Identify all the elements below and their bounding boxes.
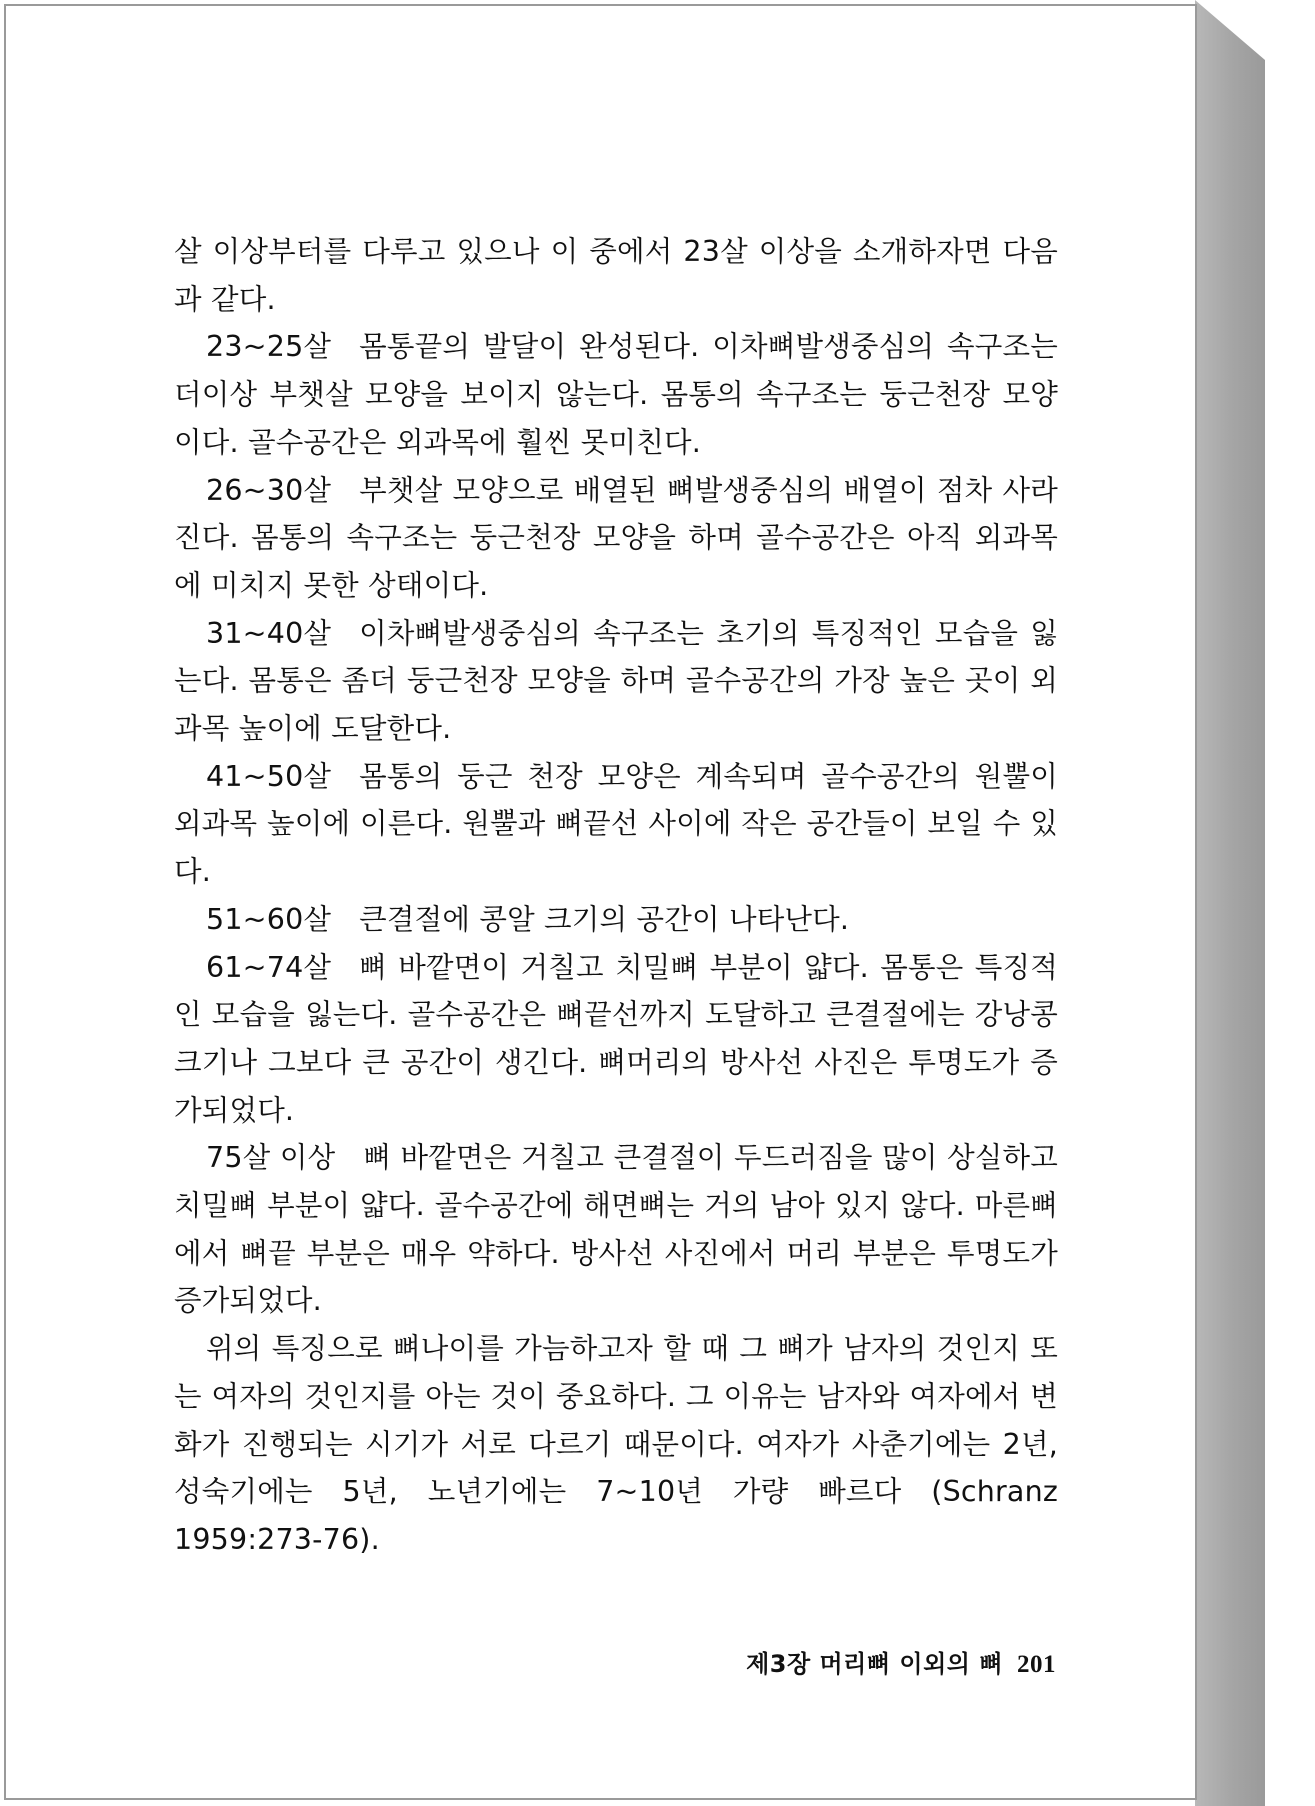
entry-paragraph xyxy=(174,467,1058,610)
entry-text: 몸통의 둥근 천장 모양은 계속되며 골수공간의 원뿔이 외과목 높이에 이른다. 원뿔과 뼈끝선 사이에 작은 공간들이 보일 수 있다. xyxy=(174,759,1058,889)
entry-text: 부챗살 모양으로 배열된 뼈발생중심의 배열이 점차 사라진다. 몸통의 속구조는 둥근천장 모양을 하며 골수공간은 아직 외과목에 미치지 못한 상태이다. xyxy=(174,473,1058,602)
entry-paragraph xyxy=(174,896,1058,944)
entry-paragraph xyxy=(174,753,1058,896)
page-footer xyxy=(696,1644,1056,1679)
intro-paragraph: 살 이상부터를 다루고 있으나 이 중에서 23살 이상을 소개하자면 다음과 같다. xyxy=(174,235,1058,316)
entry-text: 뼈 바깥면은 거칠고 큰결절이 두드러짐을 많이 상실하고 치밀뼈 부분이 얇다. 골수공간에 해면뼈는 거의 남아 있지 않다. 마른뼈에서 뼈끝 부분은 매우 약하다. 방사선 사진에서 머리 부분은 투명도가 증가되었다. xyxy=(174,1141,1059,1318)
age-range-label: 23~25살 xyxy=(206,330,332,364)
chapter-title: 제3장 머리뼈 이외의 뼈 xyxy=(746,1650,1003,1678)
age-range-label: 31~40살 xyxy=(206,616,332,650)
entry-text: 큰결절에 콩알 크기의 공간이 나타난다. xyxy=(359,902,850,936)
entry-text: 뼈 바깥면이 거칠고 치밀뼈 부분이 얇다. 몸통은 특징적인 모습을 잃는다. 골수공간은 뼈끝선까지 도달하고 큰결절에는 강낭콩 크기나 그보다 큰 공간이 생긴다. 뼈머리의 방사선 사진은 투명도가 증가되었다. xyxy=(174,950,1058,1127)
entry-text: 몸통끝의 발달이 완성된다. 이차뼈발생중심의 속구조는 더이상 부챗살 모양을 보이지 않는다. 몸통의 속구조는 둥근천장 모양이다. 골수공간은 외과목에 훨씬 못미친다. xyxy=(174,330,1058,459)
entry-text: 이차뼈발생중심의 속구조는 초기의 특징적인 모습을 잃는다. 몸통은 좀더 둥근천장 모양을 하며 골수공간의 가장 높은 곳이 외과목 높이에 도달한다. xyxy=(174,616,1058,746)
entry-paragraph xyxy=(174,944,1058,1135)
page-number: 201 xyxy=(1017,1651,1056,1678)
age-range-label: 61~74살 xyxy=(206,950,332,984)
closing-paragraph: 위의 특징으로 뼈나이를 가늠하고자 할 때 그 뼈가 남자의 것인지 또는 여자의 것인지를 아는 것이 중요하다. 그 이유는 남자와 여자에서 변화가 진행되는 시기가 서로 다르기 때문이다. 여자가 사춘기에는 2년, 성숙기에는 5년, 노년기에는 7~10년 가량 빠르다 (Schranz 1959:273-76). xyxy=(174,1332,1058,1556)
entry-paragraph xyxy=(174,323,1058,466)
entry-paragraph xyxy=(174,1134,1058,1325)
age-range-label: 75살 이상 xyxy=(206,1141,336,1175)
age-range-label: 51~60살 xyxy=(206,902,332,936)
book-page xyxy=(4,4,1197,1800)
body-text xyxy=(174,228,1058,1564)
book-edge-shading xyxy=(1195,0,1315,1806)
age-range-label: 26~30살 xyxy=(206,473,332,507)
age-range-label: 41~50살 xyxy=(206,759,332,793)
entry-paragraph xyxy=(174,610,1058,753)
